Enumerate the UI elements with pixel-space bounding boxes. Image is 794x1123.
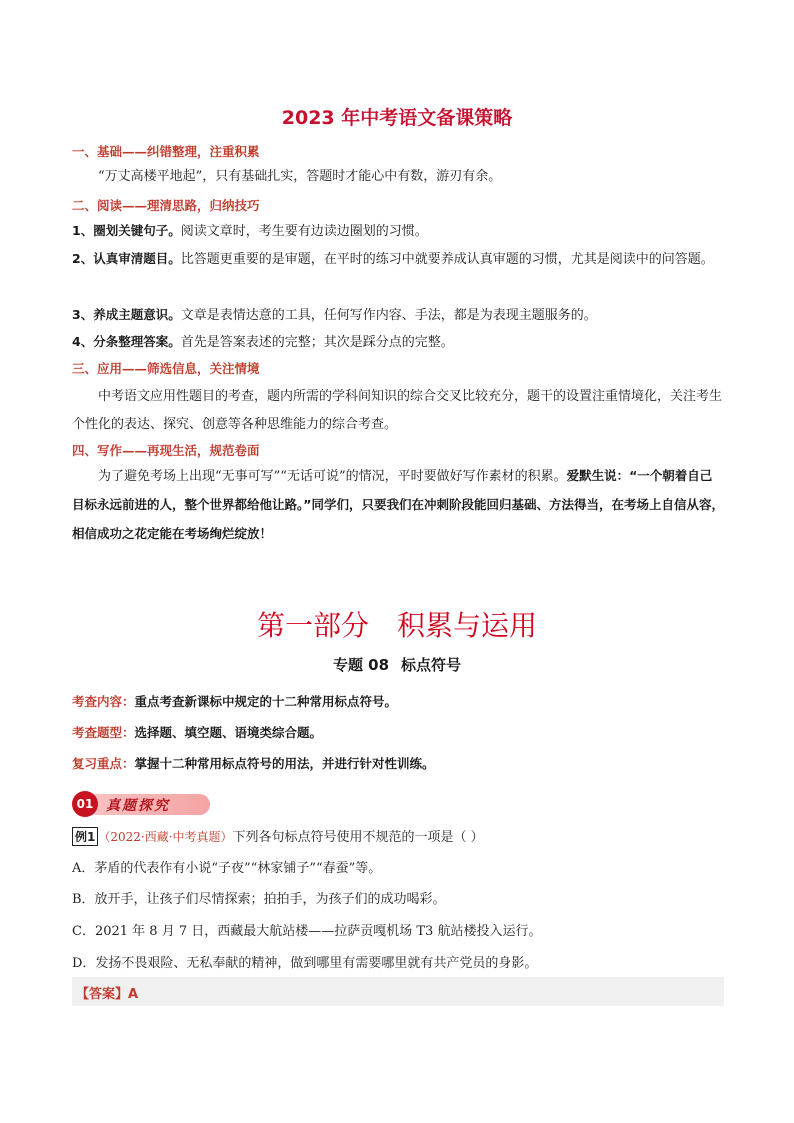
- section-heading-basics: 一、基础——纠错整理，注重积累: [72, 144, 260, 159]
- option-b: B．放开手，让孩子们尽情探索；拍拍手，为孩子们的成功喝彩。: [72, 892, 446, 907]
- writing-plain-text: 为了避免考场上出现“无事可写”“无话可说”的情况，平时要做好写作素材的积累。: [98, 469, 567, 484]
- part-name: 积累与运用: [397, 609, 538, 642]
- exam-content-row: [72, 692, 397, 710]
- section-heading-writing: 四、写作——再现生活，规范卷面: [72, 443, 260, 458]
- example-question: [72, 826, 484, 846]
- reading-item-text: 首先是答案表述的完整；其次是踩分点的完整。: [180, 335, 454, 350]
- page-title: 2023 年中考语文备课策略: [281, 107, 513, 129]
- exam-type-value: 选择题、填空题、语境类综合题。: [134, 725, 323, 740]
- reading-item-lead: 2、认真审清题目。: [72, 251, 181, 266]
- option-d: D．发扬不畏艰险、无私奉献的精神，做到哪里有需要哪里就有共产党员的身影。: [72, 956, 538, 971]
- section-heading-application: 三、应用——筛选信息，关注情境: [72, 361, 260, 376]
- part-number: 第一部分: [256, 609, 369, 642]
- review-focus-value: 掌握十二种常用标点符号的用法，并进行针对性训练。: [134, 756, 435, 771]
- answer-box: [72, 977, 724, 1006]
- option-c: C．2021 年 8 月 7 日，西藏最大航站楼——拉萨贡嘎机场 T3 航站楼投入运行。: [72, 924, 542, 939]
- reading-item-lead: 1、圈划关键句子。: [72, 223, 181, 238]
- reading-item-text: 阅读文章时，考生要有边读边圈划的习惯。: [180, 224, 428, 239]
- topic-title: [0, 654, 794, 675]
- topic-name: 标点符号: [401, 656, 462, 674]
- section-writing-text: [72, 462, 724, 549]
- section-application-text: 中考语文应用性题目的考查，题内所需的学科间知识的综合交叉比较充分，题干的设置注重情境化，关注考生个性化的表达、探究、创意等各种思维能力的综合考查。: [72, 389, 723, 432]
- reading-item-text: 比答题更重要的是审题，在平时的练习中就要养成认真审题的习惯，尤其是阅读中的问答题。: [180, 252, 714, 267]
- section-basics-text: “万丈高楼平地起”，只有基础扎实，答题时才能心中有数，游刃有余。: [98, 169, 502, 184]
- reading-item: [72, 217, 724, 246]
- reading-item: [72, 328, 724, 357]
- topic-number: 专题 08: [332, 656, 390, 674]
- exam-content-value: 重点考查新课标中规定的十二种常用标点符号。: [134, 694, 398, 709]
- exam-type-row: [72, 723, 322, 741]
- section-heading-reading: 二、阅读——理清思路，归纳技巧: [72, 198, 260, 213]
- review-focus-row: [72, 754, 435, 772]
- option-a: A．茅盾的代表作有小说“子夜”“林家铺子”“春蚕”等。: [72, 861, 382, 876]
- writing-bold-text: 爱默生说：“一个朝着自己目标永远前进的人，整个世界都给他让路。”同学们，只要我们在冲刺阶段能回归基础、方法得当，在考场上自信从容，相信成功之花定能在考场绚烂绽放！: [72, 468, 724, 541]
- reading-item: [72, 245, 724, 274]
- part-title: [0, 604, 794, 644]
- badge-number: 01: [72, 791, 98, 817]
- reading-item-lead: 3、养成主题意识。: [72, 307, 181, 322]
- example-tag: 例1: [72, 827, 98, 846]
- exam-content-label: 考查内容：: [72, 694, 135, 709]
- example-question-text: 下列各句标点符号使用不规范的一项是（ ）: [232, 830, 484, 845]
- exam-type-label: 考查题型：: [72, 725, 135, 740]
- reading-item-lead: 4、分条整理答案。: [72, 334, 181, 349]
- reading-item-text: 文章是表情达意的工具，任何写作内容、手法，都是为表现主题服务的。: [180, 308, 597, 323]
- badge-label: 真题探究: [106, 798, 170, 814]
- example-source: （2022·西藏·中考真题）: [98, 830, 233, 844]
- answer-text: 【答案】A: [76, 987, 139, 1002]
- section-badge: [72, 791, 212, 817]
- reading-item: [72, 301, 724, 330]
- review-focus-label: 复习重点：: [72, 756, 135, 771]
